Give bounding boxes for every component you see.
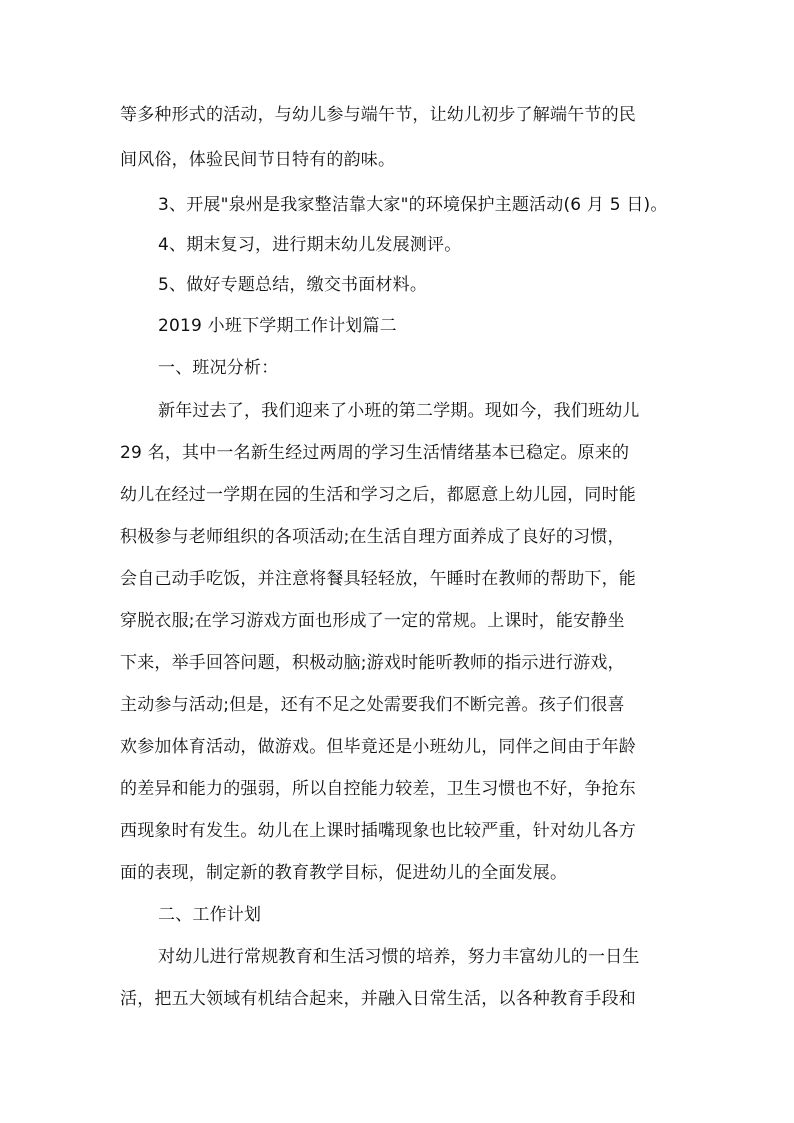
paragraph-line: 欢参加体育活动，做游戏。但毕竟还是小班幼儿，同伴之间由于年龄 [120, 737, 636, 757]
paragraph-line: 下来，举手回答问题，积极动脑;游戏时能听教师的指示进行游戏， [120, 653, 625, 673]
section-heading: 二、工作计划 [158, 905, 262, 925]
paragraph-line: 面的表现，制定新的教育教学目标，促进幼儿的全面发展。 [120, 863, 568, 883]
paragraph-line: 主动参与活动;但是，还有不足之处需要我们不断完善。孩子们很喜 [120, 695, 625, 715]
paragraph-line: 会自己动手吃饭，并注意将餐具轻轻放，午睡时在教师的帮助下，能 [120, 569, 636, 589]
text-line: 等多种形式的活动，与幼儿参与端午节，让幼儿初步了解端午节的民 [120, 105, 636, 125]
list-item: 3、开展"泉州是我家整洁靠大家"的环境保护主题活动(6 月 5 日)。 [158, 195, 668, 215]
section-heading: 一、班况分析： [158, 358, 279, 378]
paragraph-line: 的差异和能力的强弱，所以自控能力较差，卫生习惯也不好，争抢东 [120, 779, 636, 799]
paragraph-line: 穿脱衣服;在学习游戏方面也形成了一定的常规。上课时，能安静坐 [120, 611, 625, 631]
paragraph-line: 对幼儿进行常规教育和生活习惯的培养，努力丰富幼儿的一日生 [158, 947, 640, 967]
list-item: 4、期末复习，进行期末幼儿发展测评。 [158, 235, 462, 255]
paragraph-line: 活，把五大领域有机结合起来，并融入日常生活，以各种教育手段和 [120, 989, 636, 1009]
paragraph-line: 29 名，其中一名新生经过两周的学习生活情绪基本已稳定。原来的 [120, 443, 630, 463]
section-title: 2019 小班下学期工作计划篇二 [158, 316, 397, 336]
paragraph-line: 积极参与老师组织的各项活动;在生活自理方面养成了良好的习惯， [120, 527, 625, 547]
text-line: 间风俗，体验民间节日特有的韵味。 [120, 150, 396, 170]
paragraph-line: 西现象时有发生。幼儿在上课时插嘴现象也比较严重，针对幼儿各方 [120, 821, 636, 841]
paragraph-line: 幼儿在经过一学期在园的生活和学习之后，都愿意上幼儿园，同时能 [120, 485, 636, 505]
paragraph-line: 新年过去了，我们迎来了小班的第二学期。现如今，我们班幼儿 [158, 401, 640, 421]
list-item: 5、做好专题总结，缴交书面材料。 [158, 275, 428, 295]
